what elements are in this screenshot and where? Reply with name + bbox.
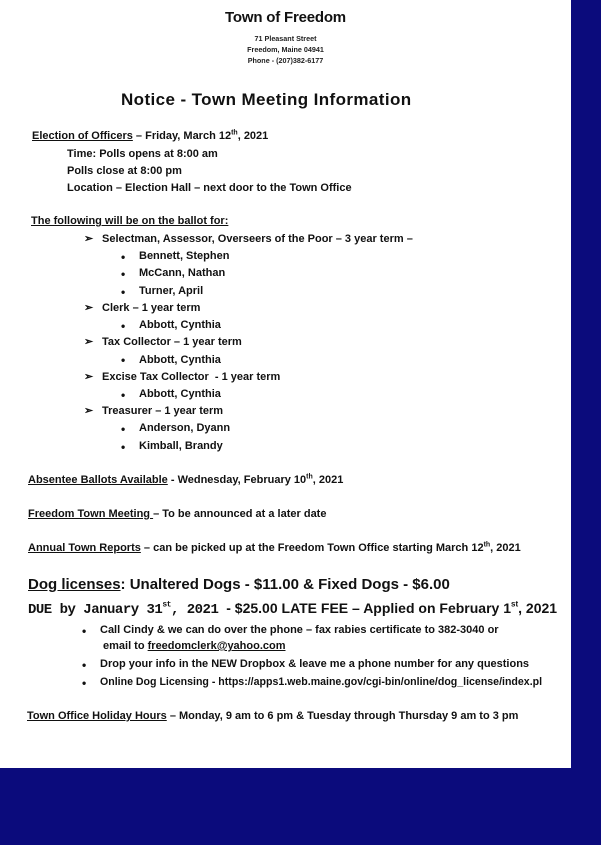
absentee-label: Absentee Ballots Available	[28, 474, 168, 486]
candidate: Anderson, Dyann	[139, 422, 231, 434]
dog-due-line: DUE by January 31st, 2021 - $25.00 LATE FEE – Applied on February 1st, 2021	[28, 599, 558, 618]
election-label: Election of Officers	[32, 130, 133, 142]
candidate: Kimball, Brandy	[139, 440, 223, 452]
bullet-icon: •	[121, 422, 126, 436]
polls-close: Polls close at 8:00 pm	[67, 165, 182, 177]
holiday-hours-line: Town Office Holiday Hours – Monday, 9 am to 6 pm & Tuesday through Thursday 9 am to 3 pm	[27, 710, 519, 722]
arrow-bullet-icon: ➢	[84, 302, 94, 314]
candidate: Bennett, Stephen	[139, 250, 230, 262]
bullet-icon: •	[121, 440, 126, 454]
candidate: Abbott, Cynthia	[139, 354, 221, 366]
clerk-email-link[interactable]: freedomclerk@yahoo.com	[147, 640, 286, 652]
bullet-icon: •	[121, 285, 126, 299]
election-location: Location – Election Hall – next door to the Town Office	[67, 182, 352, 194]
arrow-bullet-icon: ➢	[84, 405, 94, 417]
candidate: Abbott, Cynthia	[139, 388, 221, 400]
election-date: – Friday, March 12th, 2021	[135, 129, 269, 142]
bullet-icon: •	[121, 388, 126, 402]
meeting-label: Freedom Town Meeting	[28, 508, 154, 520]
arrow-bullet-icon: ➢	[84, 371, 94, 383]
street-address: 71 Pleasant Street	[254, 34, 317, 43]
arrow-bullet-icon: ➢	[84, 233, 94, 245]
phone-number: Phone - (207)382-6177	[247, 56, 324, 65]
bullet-icon: •	[82, 676, 87, 690]
dog-bullet-dropbox: Drop your info in the NEW Dropbox & leave me a phone number for any questions	[100, 658, 530, 670]
dog-bullet-email: email to freedomclerk@yahoo.com	[103, 640, 286, 652]
bullet-icon: •	[121, 319, 126, 333]
candidate: Turner, April	[139, 285, 204, 297]
dog-licenses-line: Dog licenses: Unaltered Dogs - $11.00 & Fixed Dogs - $6.00	[28, 576, 450, 593]
office-title: Selectman, Assessor, Overseers of the Poor – 3 year term –	[102, 233, 413, 245]
arrow-bullet-icon: ➢	[84, 336, 94, 348]
dog-bullet-call: Call Cindy & we can do over the phone – fax rabies certificate to 382-3040 or	[100, 624, 499, 636]
polls-open: Time: Polls opens at 8:00 am	[67, 148, 218, 160]
bullet-icon: •	[121, 353, 126, 367]
office-title: Clerk – 1 year term	[102, 302, 201, 314]
meeting-line: Freedom Town Meeting – To be announced at a later date	[28, 508, 327, 520]
reports-label: Annual Town Reports	[28, 542, 141, 554]
bullet-icon: •	[82, 624, 87, 638]
dog-bullet-online: Online Dog Licensing - https://apps1.web.maine.gov/cgi-bin/online/dog_license/index.pl	[100, 676, 543, 688]
bullet-icon: •	[121, 267, 126, 281]
candidate: Abbott, Cynthia	[139, 319, 221, 331]
absentee-line: Absentee Ballots Available - Wednesday, February 10th, 2021	[28, 473, 344, 486]
office-title: Excise Tax Collector - 1 year term	[102, 371, 281, 383]
office-title: Tax Collector – 1 year term	[102, 336, 242, 348]
bullet-icon: •	[121, 250, 126, 264]
candidate: McCann, Nathan	[139, 267, 226, 279]
office-title: Treasurer – 1 year term	[102, 405, 224, 417]
election-line	[32, 130, 268, 142]
ballot-heading: The following will be on the ballot for:	[31, 215, 229, 227]
bullet-icon: •	[82, 658, 87, 672]
town-name: Town of Freedom	[225, 9, 346, 26]
dog-licenses-label: Dog licenses	[28, 576, 121, 593]
city-address: Freedom, Maine 04941	[247, 45, 324, 54]
notice-title: Notice - Town Meeting Information	[121, 90, 412, 109]
holiday-hours-label: Town Office Holiday Hours	[27, 710, 167, 722]
reports-line: Annual Town Reports – can be picked up at the Freedom Town Office starting March 12th, 2021	[28, 541, 521, 554]
